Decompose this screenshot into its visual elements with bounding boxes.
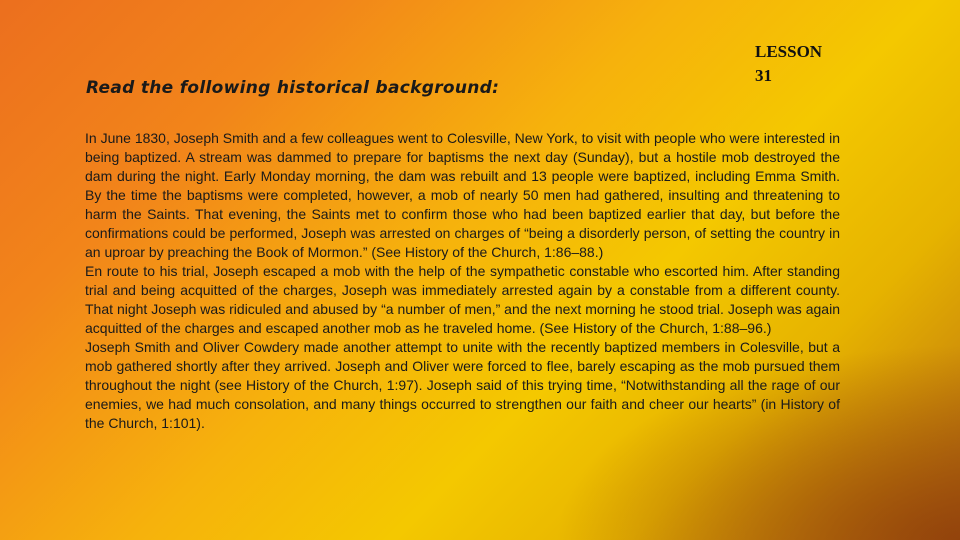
lesson-label (755, 40, 845, 88)
slide-heading: Read the following historical background: (86, 78, 500, 98)
lesson-label-text: LESSON (755, 42, 823, 61)
historical-background-text (85, 129, 840, 433)
paragraph-3: Joseph Smith and Oliver Cowdery made another attempt to unite with the recently baptized members in Colesville, but a mob gathered shortly after they arrived. Joseph and Oliver were forced to flee, barely escaping as the mob pursued them throughout the night (see History of the Church, 1:97). Joseph said of this trying time, “Notwithstanding all the rage of our enemies, we had much consolation, and many things occurred to strengthen our faith and cheer our hearts” (in History of the Church, 1:101). (85, 339, 840, 431)
paragraph-1: In June 1830, Joseph Smith and a few colleagues went to Colesville, New York, to visit with people who were interested in being baptized. A stream was dammed to prepare for baptisms the next day (Sunday), but a hostile mob destroyed the dam during the night. Early Monday morning, the dam was rebuilt and 13 people were baptized, including Emma Smith. By the time the baptisms were completed, however, a mob of nearly 50 men had gathered, insulting and threatening to harm the Saints. That evening, the Saints met to confirm those who had been baptized earlier that day, but before the confirmations could be performed, Joseph was arrested on charges of “being a disorderly person, of setting the country in an uproar by preaching the Book of Mormon.” (See History of the Church, 1:86–88.) (85, 130, 840, 260)
paragraph-2: En route to his trial, Joseph escaped a mob with the help of the sympathetic constable who escorted him. After standing trial and being acquitted of the charges, Joseph was immediately arrested again by a constable from a different county. That night Joseph was ridiculed and abused by “a number of men,” and the next morning he stood trial. Joseph was again acquitted of the charges and escaped another mob as he traveled home. (See History of the Church, 1:88–96.) (85, 263, 840, 336)
lesson-number: 31 (755, 66, 772, 85)
